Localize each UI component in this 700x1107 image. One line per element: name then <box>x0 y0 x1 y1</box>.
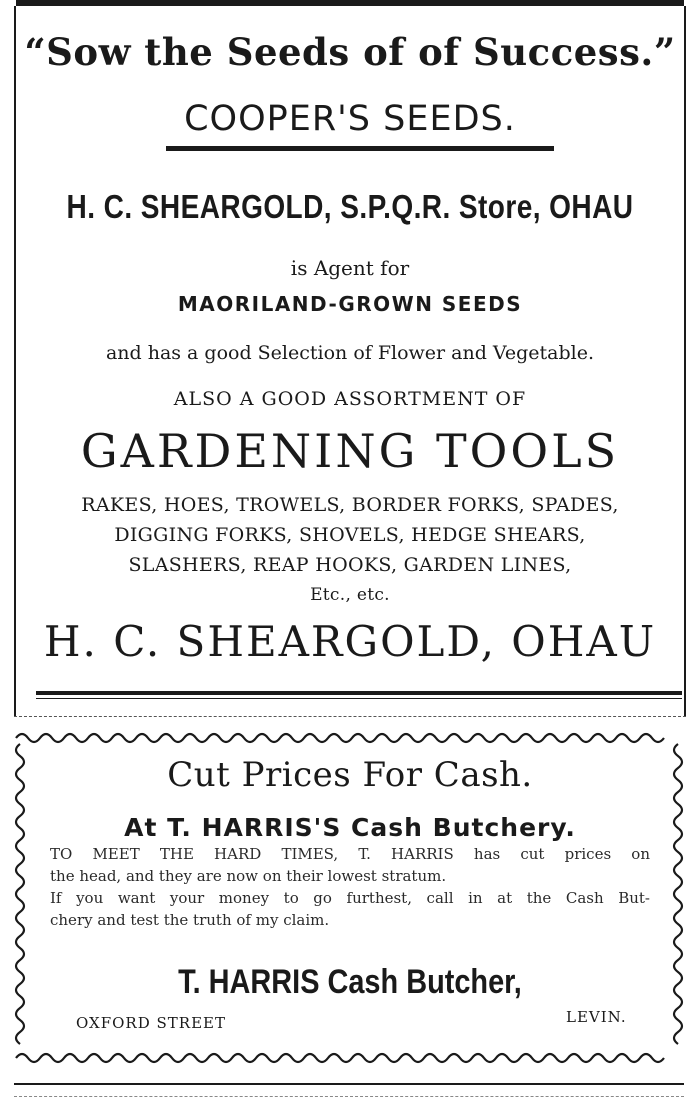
tools-list-line: SLASHERS, REAP HOOKS, GARDEN LINES, <box>128 554 572 576</box>
bottom-dotted-rule <box>14 1096 684 1097</box>
wavy-border-top <box>16 734 664 742</box>
slogan: “Sow the Seeds of of Success.” <box>24 30 676 74</box>
selection-line: and has a good Selection of Flower and Vegetable. <box>105 342 595 364</box>
butcher-body-line: the head, and they are now on their lowest stratum. <box>50 867 447 885</box>
agent-line: is Agent for <box>290 256 410 280</box>
brand-heading: COOPER'S SEEDS. <box>184 99 516 139</box>
butcher-subtitle: At T. HARRIS'S Cash Butchery. <box>124 813 576 842</box>
tools-list-line: DIGGING FORKS, SHOVELS, HEDGE SHEARS, <box>114 524 586 546</box>
tools-heading: GARDENING TOOLS <box>80 424 620 478</box>
seeds-bottom-rule-thin <box>36 698 682 699</box>
seeds-signature: H. C. SHEARGOLD, OHAU <box>43 617 657 666</box>
butcher-body-line: chery and test the truth of my claim. <box>50 911 330 929</box>
butcher-street: OXFORD STREET <box>76 1014 226 1032</box>
store-line: H. C. SHEARGOLD, S.P.Q.R. Store, OHAU <box>66 188 634 225</box>
butcher-title: Cut Prices For Cash. <box>167 755 533 795</box>
brand-underline <box>166 146 554 151</box>
tools-list-line: RAKES, HOES, TROWELS, BORDER FORKS, SPADES, <box>81 494 619 516</box>
seeds-advertisement <box>14 6 686 716</box>
seeds-line: MAORILAND-GROWN SEEDS <box>177 292 523 316</box>
seeds-bottom-rule <box>36 691 682 695</box>
tools-list <box>16 490 684 610</box>
butcher-advertisement <box>0 720 700 1070</box>
butcher-body-line: If you want your money to go furthest, call in at the Cash But- <box>50 889 650 907</box>
wavy-border-bottom <box>16 1054 664 1062</box>
butcher-signature: T. HARRIS Cash Butcher, <box>178 963 522 1001</box>
butcher-body-line: TO MEET THE HARD TIMES, T. HARRIS has cut prices on <box>50 845 650 863</box>
tools-list-line: Etc., etc. <box>310 585 390 605</box>
butcher-town: LEVIN. <box>566 1008 627 1026</box>
butcher-body <box>50 843 650 931</box>
assortment-line: ALSO A GOOD ASSORTMENT OF <box>173 388 527 410</box>
separator-dotted <box>14 716 686 717</box>
bottom-rule <box>14 1083 684 1085</box>
